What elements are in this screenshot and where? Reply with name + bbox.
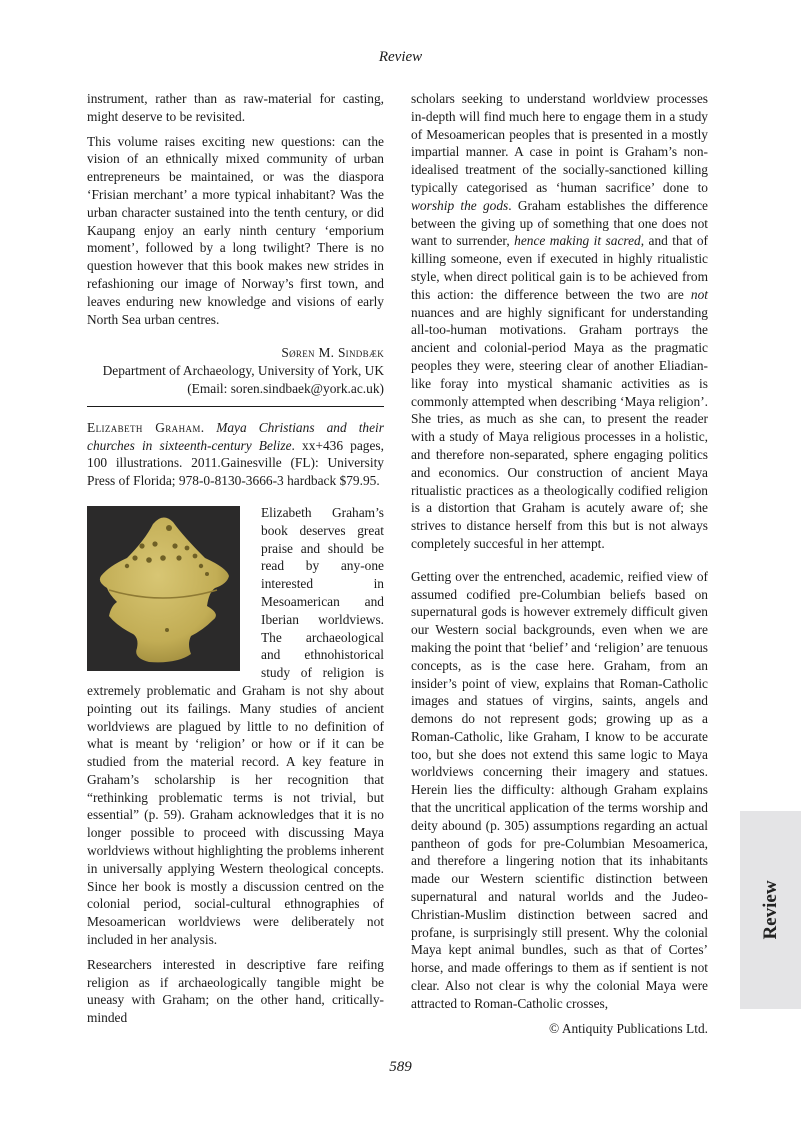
right-column bbox=[411, 90, 708, 1020]
paragraph: This volume raises exciting new questions: can the vision of an ethnically mixed community of urban entrepreneurs be maintained, or was the diaspora ‘Frisian merchant’ a more typical inhabitant? Was the urban character sustained into the tenth century, or did Kaupang enjoy an early ninth century ‘emporium moment’, followed by a long twilight? There is no question however that this book makes new strides in refashioning our image of Norway’s first town, and leaves enduring new knowledge and visions of early North Sea urban centres. bbox=[87, 133, 384, 327]
text-run: nuances and are highly significant for understanding all-too-human motivations. Graham portrays the ancient and colonial-period Maya as the pragmatic peoples they were, steering clear of another Eliadian-like foray into mystical shamanic activities as is commonly attempted when describing ‘Maya religion’. She tries, as much as she can, to present the reader with a study of Maya religious processes in a holistic, and therefore non-separated, sphere engaging politics and economics. Our construction of ancient Maya ritualistic practices as a theologically codified religion is a distortion that Graham is acutely aware of; she strives to distance herself from this but is not always completely succesful in her attempt. bbox=[411, 304, 708, 551]
left-column bbox=[87, 90, 384, 1034]
emphasis: worship the gods bbox=[411, 197, 509, 213]
paragraph: instrument, rather than as raw-material for casting, might deserve to be revisited. bbox=[87, 91, 384, 124]
book-author: Elizabeth Graham bbox=[87, 419, 201, 435]
section-divider bbox=[87, 406, 384, 407]
text-run: . Graham establishes the difference between the giving up of something that one does not want to surrender, bbox=[411, 197, 709, 249]
copyright-notice: © Antiquity Publications Ltd. bbox=[549, 1021, 708, 1036]
reviewer-name: Søren M. Sindbæk bbox=[281, 345, 384, 361]
book-title: Maya Christians and their churches in sixteenth-century Belize bbox=[87, 419, 384, 453]
text-run: scholars seeking to understand worldview processes in-depth will find much here to engage them in a study of Mesoamerican peoples that is presented in a mostly impartial manner. A case in point is Graham’s non-idealised treatment of the socially-sanctioned killing typically categorised as ‘human sacrifice’ done to bbox=[411, 91, 708, 195]
running-head: Review bbox=[378, 49, 423, 65]
censer-image-icon bbox=[87, 506, 240, 671]
separator: . bbox=[200, 419, 217, 435]
emphasis: hence making it sacred bbox=[514, 233, 641, 249]
book-reference bbox=[87, 419, 384, 490]
reviewer-email: (Email: soren.sindbaek@york.ac.uk) bbox=[187, 380, 384, 396]
emphasis: not bbox=[690, 286, 708, 302]
reviewer-signature bbox=[87, 344, 384, 397]
paragraph: Elizabeth Graham’s book deserves great praise and should be read by any-one interested in Mesoamerican and Iberian worldviews. The archaeological and ethnohistorical study of religion is extremely problematic and Graham is not shy about pointing out its failings. Many studies of ancient worldviews are plagued by little to no definition of what is meant by ‘religion’ or how or if it can be studied from the material record. A key feature in Graham’s scholarship is her recognition that “rethinking problematic terms is not trivial, but essential” (p. 59). Graham acknowledges that it is no longer possible to proceed with discussing Maya worldviews without highlighting the problems inherent in universally applying Western theological concepts. Since her book is mostly a discussion centred on the colonial period, social-cultural ethnographies of Mesoamerican worldviews were deliberately not included in her analysis. bbox=[87, 504, 384, 948]
paragraph: Getting over the entrenched, academic, reified view of assumed codified pre-Columbian beliefs based on supernatural gods is however extremely difficult given our Western social backgrounds, even when we are making the point that ‘belief’ and ‘religion’ are tenuous concepts, as is the case here. Graham, from an insider’s point of view, explains that Roman-Catholic images and statues of virgins, saints, angels and demons do not represent gods; growing up as a Roman-Catholic, like Graham, I know to be accurate too, but she does not extend this same logic to Maya worldviews concerning their imagery and statues. Herein lies the difficulty: although Graham explains that the uncritical application of the terms worship and deity abound (p. 305) assumptions regarding an actual pantheon of gods for pre-Columbian Mesoamerica, and therefore a lingering notion that its inhabitants made our Western scientific distinction between supernatural and natural worlds and the Judeo-Christian-Muslim distinction between sacred and profane, is surprisingly still present. Why the colonial Maya kept animal bundles, such as that of Cortes’ horse, and made offerings to them as if sentient is not clear. Also not clear is why the colonial Maya were attracted to Roman-Catholic crosses, bbox=[411, 568, 708, 1011]
book-details: . xx+436 pages, 100 illustrations. 2011.Gainesville (FL): University Press of Florida; 978-0-8130-3666-3 hardback $79.95. bbox=[87, 437, 384, 489]
reviewer-affiliation: Department of Archaeology, University of York, UK bbox=[102, 363, 384, 379]
paragraph: Researchers interested in descriptive fare reifing religion as if archaeologically tangible might be uneasy with Graham; on the other hand, critically-minded bbox=[87, 956, 384, 1026]
page-number: 589 bbox=[389, 1059, 412, 1075]
text-run: , and that of killing someone, even if executed in highly ritualistic style, when direct political gain is to be achieved from this action: the difference between the two are bbox=[411, 233, 708, 302]
book-figure-censer bbox=[87, 506, 240, 671]
paragraph bbox=[411, 90, 708, 553]
side-tab-label: Review bbox=[759, 880, 781, 940]
section-thumb-tab bbox=[740, 811, 801, 1009]
